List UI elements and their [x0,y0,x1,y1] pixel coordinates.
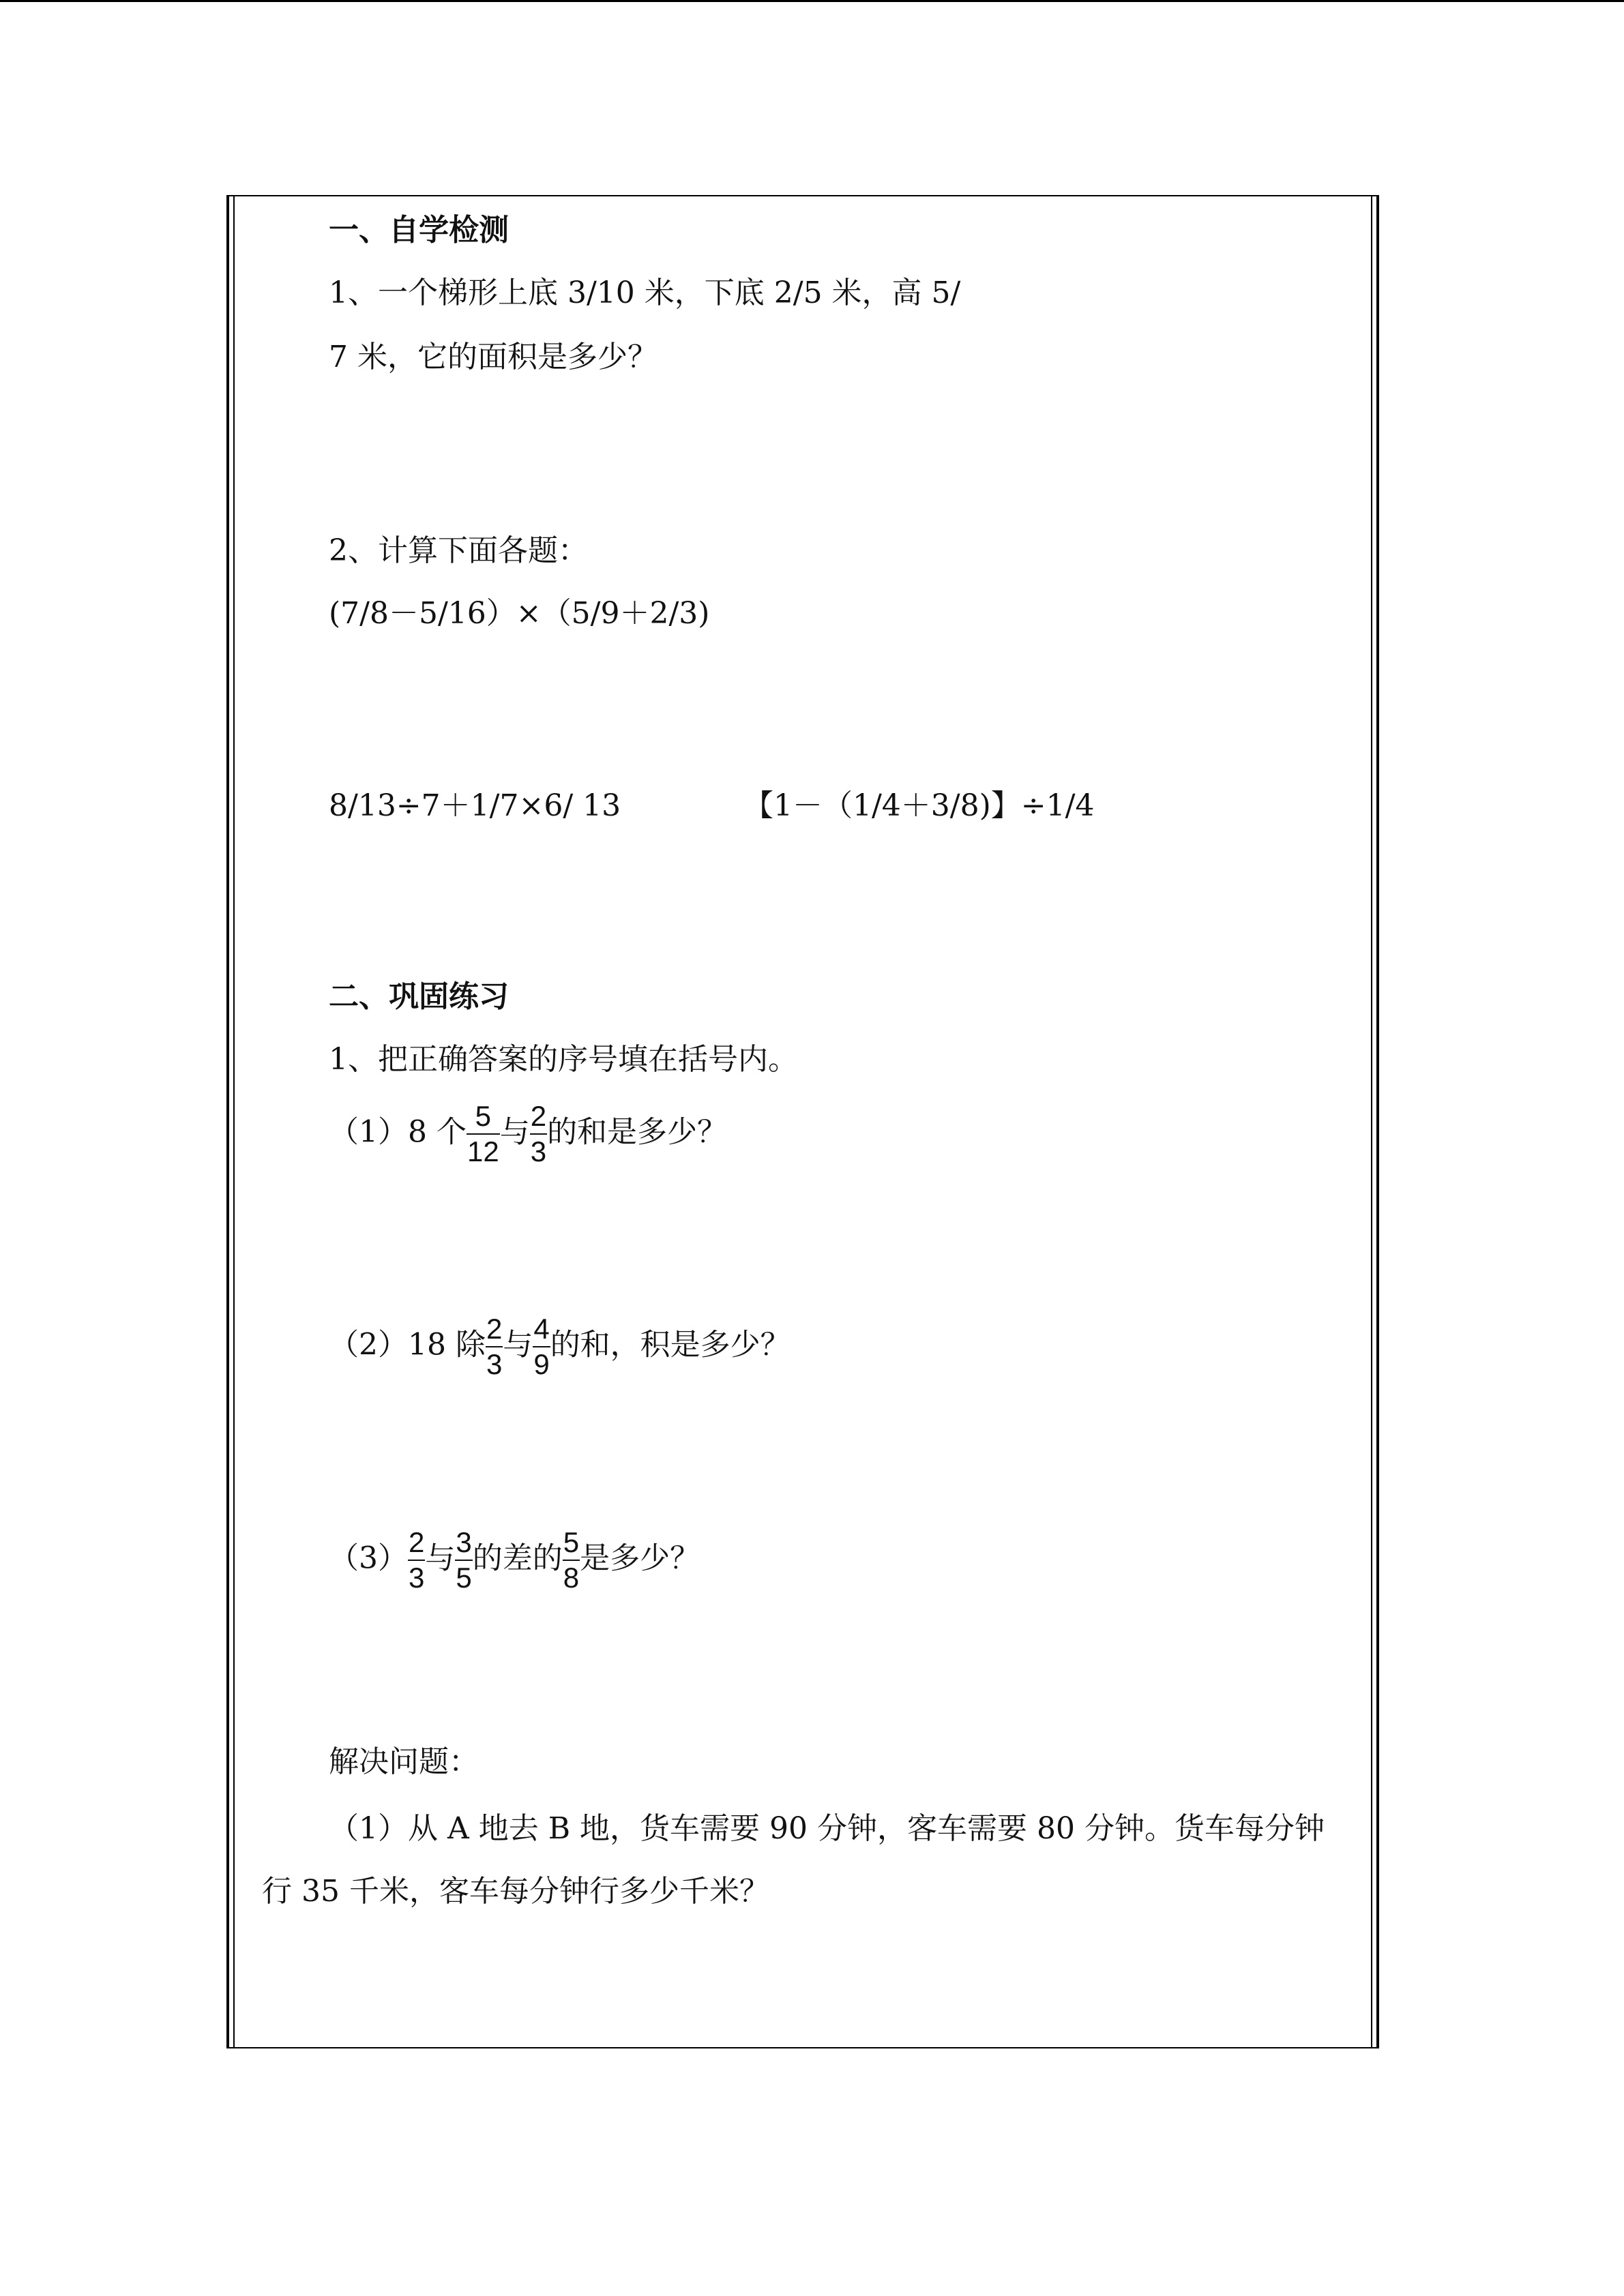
fraction-5-12 [467,1099,500,1169]
s1-question-2-title: 2、计算下面各题： [329,533,588,568]
frame-left-thin-border [233,196,235,2047]
section-2-heading: 二、巩固练习 [329,979,509,1014]
s2-part-1-connector: 与 [499,1114,530,1150]
fraction-numerator: 3 [455,1525,472,1561]
s1-question-1-line-1: 1、一个梯形上底 3/10 米，下底 2/5 米，高 5/ [329,275,961,310]
fraction-numerator: 4 [533,1312,550,1347]
fraction-denominator: 3 [530,1135,547,1167]
s1-question-1-line-2: 7 米，它的面积是多少？ [329,340,658,374]
fraction-5-8 [563,1525,580,1595]
s2-part-2-prefix: （2）18 除 [329,1327,486,1362]
fraction-denominator: 3 [409,1562,425,1594]
fraction-denominator: 9 [533,1348,550,1380]
s1-question-2-expression-1: (7/8－5/16）×（5/9＋2/3) [329,596,710,631]
fraction-numerator: 2 [408,1525,425,1561]
s2-part-1-prefix: （1）8 个 [329,1114,467,1150]
s2-part-3 [329,1525,700,1595]
problems-heading: 解决问题： [329,1744,479,1779]
fraction-4-9 [533,1312,550,1382]
section-1-heading: 一、自学检测 [329,213,509,248]
fraction-denominator: 8 [563,1562,580,1594]
page-top-rule [0,0,1624,2]
fraction-numerator: 2 [486,1312,503,1347]
problem-1-line-2: 行 35 千米，客车每分钟行多少千米？ [262,1874,769,1909]
s2-part-2-suffix: 的和，积是多少？ [550,1327,791,1362]
s2-part-3-suffix: 是多少？ [580,1540,700,1576]
s2-part-1-suffix: 的和是多少？ [547,1114,728,1150]
frame-right-thin-border [1371,196,1372,2047]
s2-part-2 [329,1312,791,1382]
frame-left-thick-border [226,196,229,2047]
s2-part-3-middle: 的差的 [472,1540,563,1576]
fraction-denominator: 5 [456,1562,472,1594]
fraction-3-5 [455,1525,472,1595]
fraction-denominator: 12 [467,1135,499,1167]
s2-part-2-connector: 与 [503,1327,533,1362]
fraction-denominator: 3 [486,1348,503,1380]
problem-1-line-1: （1）从 A 地去 B 地，货车需要 90 分钟，客车需要 80 分钟。货车每分钟 [329,1811,1325,1846]
s1-question-2-expression-3: 【1－（1/4＋3/8)】÷1/4 [743,788,1095,823]
fraction-numerator: 5 [563,1525,580,1561]
s2-question-1-title: 1、把正确答案的序号填在括号内。 [329,1042,798,1077]
fraction-2-3 [408,1525,425,1595]
frame-right-thick-border [1376,196,1379,2047]
s2-part-3-connector: 与 [425,1540,456,1576]
fraction-2-3 [486,1312,503,1382]
fraction-numerator: 5 [467,1099,500,1135]
fraction-2-3 [530,1099,547,1169]
s2-part-1 [329,1099,727,1169]
s2-part-3-prefix: （3） [329,1540,408,1576]
fraction-numerator: 2 [530,1099,547,1135]
s1-question-2-expression-2: 8/13÷7＋1/7×6/ 13 [329,788,621,823]
